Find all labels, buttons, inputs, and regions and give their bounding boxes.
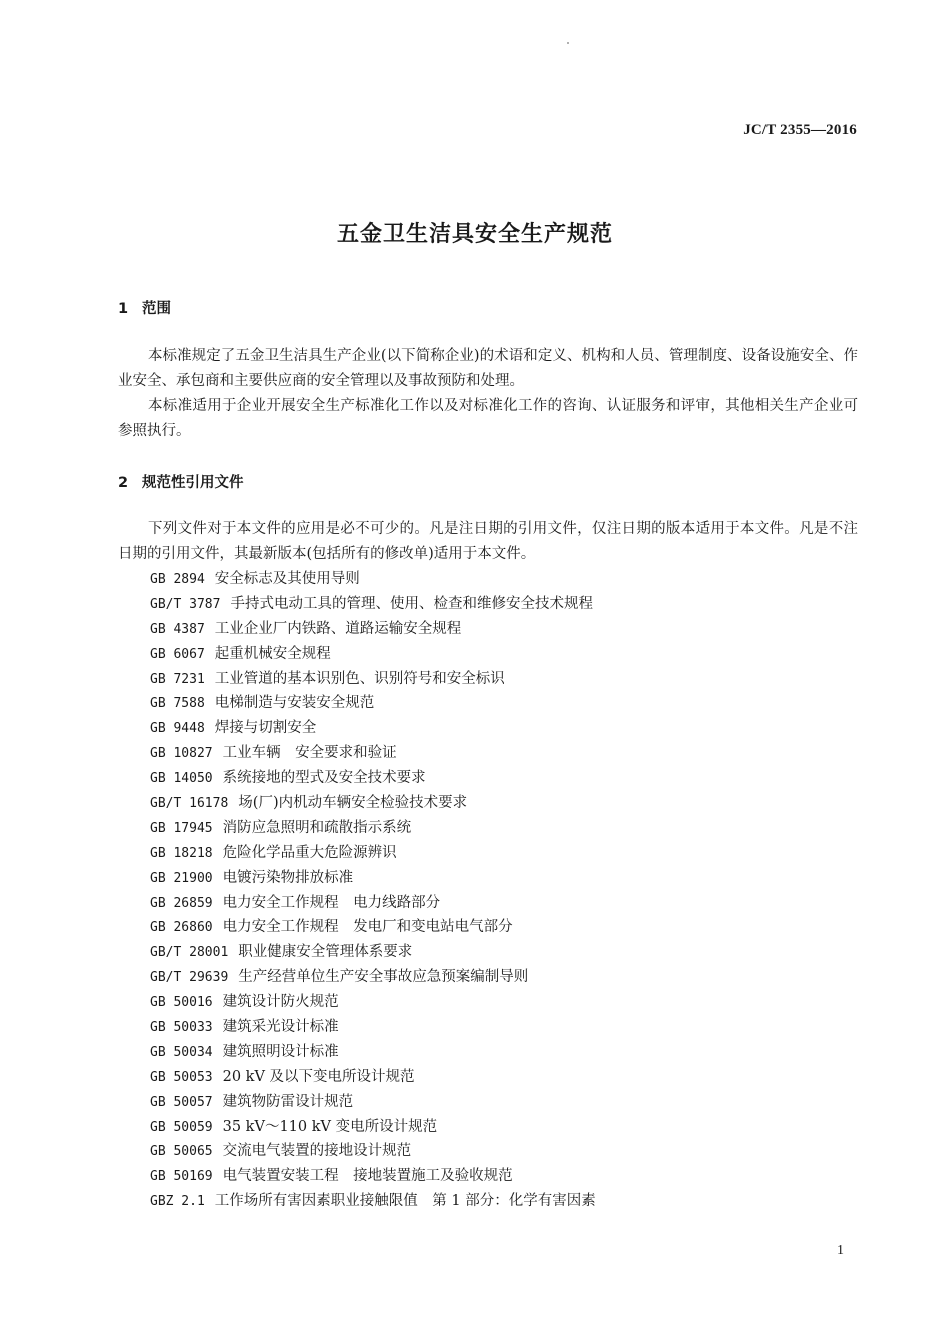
reference-item (150, 1090, 596, 1115)
section-1-title: 范围 (142, 301, 171, 317)
reference-item (150, 891, 596, 916)
reference-item (150, 791, 596, 816)
reference-code: GB/T 3787 (150, 596, 221, 612)
reference-item (150, 617, 596, 642)
reference-title: 电梯制造与安装安全规范 (214, 695, 375, 712)
reference-title: 焊接与切割安全 (214, 720, 317, 737)
scan-speck (567, 42, 569, 44)
reference-title: 危险化学品重大危险源辨识 (222, 844, 397, 861)
reference-title: 工业车辆 安全要求和验证 (222, 745, 397, 762)
reference-title: 手持式电动工具的管理、使用、检查和维修安全技术规程 (230, 595, 593, 612)
reference-code: GB 26860 (150, 920, 213, 936)
reference-list (150, 567, 596, 1214)
reference-title: 工作场所有害因素职业接触限值 第 1 部分：化学有害因素 (214, 1193, 596, 1210)
reference-code: GB 7588 (150, 696, 205, 712)
reference-title: 安全标志及其使用导则 (214, 571, 360, 587)
reference-title: 生产经营单位生产安全事故应急预案编制导则 (238, 969, 529, 986)
reference-title: 场(厂)内机动车辆安全检验技术要求 (238, 795, 468, 812)
reference-item (150, 766, 596, 791)
reference-code: GB 50065 (150, 1144, 213, 1160)
reference-title: 建筑采光设计标准 (222, 1019, 339, 1036)
reference-code: GB 6067 (150, 646, 205, 662)
reference-item (150, 1139, 596, 1164)
standard-code: JC/T 2355—2016 (743, 122, 857, 138)
reference-item (150, 1015, 596, 1040)
reference-title: 20 kV 及以下变电所设计规范 (222, 1068, 415, 1085)
reference-item (150, 667, 596, 692)
reference-item (150, 1040, 596, 1065)
reference-title: 交流电气装置的接地设计规范 (222, 1143, 412, 1160)
section-1-paragraph-2: 本标准适用于企业开展安全生产标准化工作以及对标准化工作的咨询、认证服务和评审，其他相关生产企业可参照执行。 (118, 398, 858, 439)
reference-item (150, 965, 596, 990)
section-1-number: 1 (118, 301, 129, 317)
reference-code: GB 50034 (150, 1044, 213, 1060)
reference-item (150, 1189, 596, 1214)
reference-title: 起重机械安全规程 (214, 645, 331, 662)
reference-title: 电力安全工作规程 电力线路部分 (222, 894, 441, 911)
reference-title: 建筑照明设计标准 (222, 1043, 339, 1060)
section-2-number: 2 (118, 475, 129, 491)
reference-item (150, 841, 596, 866)
reference-title: 职业健康安全管理体系要求 (238, 944, 413, 961)
reference-title: 系统接地的型式及安全技术要求 (222, 770, 426, 787)
reference-code: GB 4387 (150, 621, 205, 637)
reference-item (150, 816, 596, 841)
reference-item (150, 642, 596, 667)
reference-code: GB 21900 (150, 870, 213, 886)
reference-title: 电力安全工作规程 发电厂和变电站电气部分 (222, 919, 513, 936)
reference-item (150, 592, 596, 617)
reference-item (150, 1115, 596, 1140)
reference-title: 35 kV～110 kV 变电所设计规范 (222, 1118, 438, 1135)
reference-code: GB 50016 (150, 995, 213, 1011)
reference-item (150, 915, 596, 940)
reference-title: 电气装置安装工程 接地装置施工及验收规范 (222, 1168, 513, 1185)
section-1-paragraph-1: 本标准规定了五金卫生洁具生产企业(以下简称企业)的术语和定义、机构和人员、管理制度、设备设施安全、作业安全、承包商和主要供应商的安全管理以及事故预防和处理。 (118, 348, 858, 389)
reference-code: GB/T 28001 (150, 945, 229, 961)
reference-item (150, 866, 596, 891)
reference-item (150, 691, 596, 716)
reference-code: GB 50059 (150, 1119, 213, 1135)
reference-code: GB 17945 (150, 820, 213, 836)
reference-title: 电镀污染物排放标准 (222, 869, 354, 886)
reference-code: GB 14050 (150, 771, 213, 787)
reference-item (150, 940, 596, 965)
section-1-heading (118, 297, 171, 318)
reference-code: GB 2894 (150, 572, 205, 587)
reference-code: GB 50169 (150, 1169, 213, 1185)
section-2-title: 规范性引用文件 (142, 475, 244, 491)
reference-title: 消防应急照明和疏散指示系统 (222, 819, 412, 836)
reference-title: 建筑设计防火规范 (222, 994, 339, 1011)
reference-item (150, 1164, 596, 1189)
page-number: 1 (837, 1243, 844, 1258)
reference-item (150, 990, 596, 1015)
reference-code: GB/T 29639 (150, 970, 229, 986)
reference-code: GB/T 16178 (150, 796, 229, 812)
reference-title: 工业管道的基本识别色、识别符号和安全标识 (214, 670, 505, 687)
reference-title: 建筑物防雷设计规范 (222, 1093, 354, 1110)
reference-code: GB 7231 (150, 671, 205, 687)
document-title: 五金卫生洁具安全生产规范 (336, 222, 613, 247)
reference-code: GB 50057 (150, 1094, 213, 1110)
reference-item (150, 1065, 596, 1090)
reference-code: GB 50033 (150, 1020, 213, 1036)
reference-title: 工业企业厂内铁路、道路运输安全规程 (214, 620, 462, 637)
reference-code: GB 9448 (150, 721, 205, 737)
section-2-heading (118, 471, 244, 492)
reference-code: GBZ 2.1 (150, 1194, 205, 1210)
reference-item (150, 741, 596, 766)
section-2-intro: 下列文件对于本文件的应用是必不可少的。凡是注日期的引用文件，仅注日期的版本适用于本文件。凡是不注日期的引用文件，其最新版本(包括所有的修改单)适用于本文件。 (118, 521, 858, 562)
reference-item (150, 716, 596, 741)
reference-code: GB 18218 (150, 845, 213, 861)
reference-item (150, 567, 596, 592)
reference-code: GB 50053 (150, 1069, 213, 1085)
reference-code: GB 26859 (150, 895, 213, 911)
reference-code: GB 10827 (150, 746, 213, 762)
